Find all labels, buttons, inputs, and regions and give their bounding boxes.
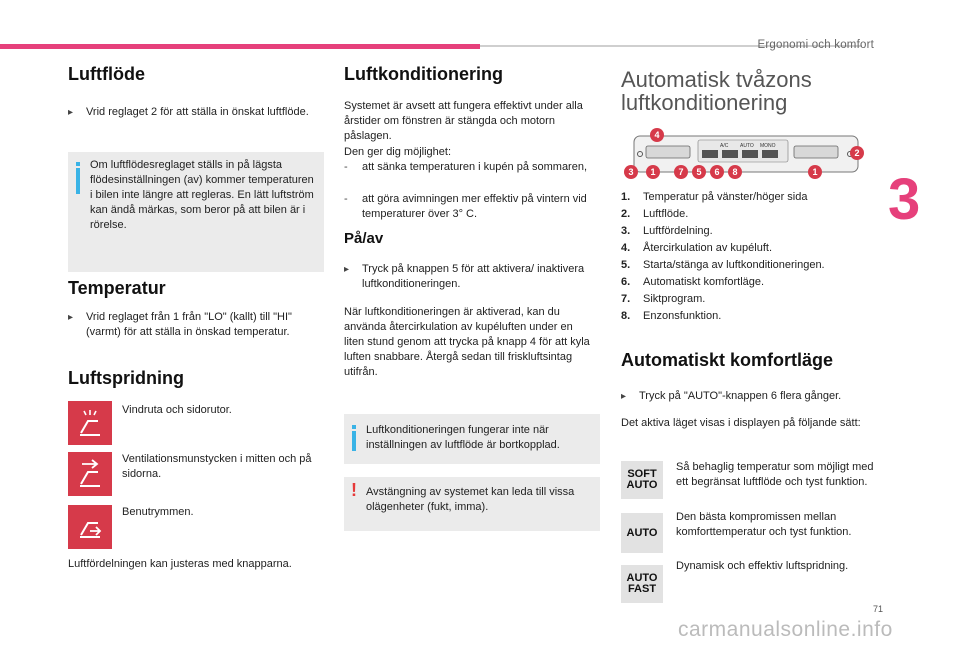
- heading-pa-av: På/av: [344, 230, 384, 247]
- callout-4: 4: [650, 128, 664, 142]
- list-item: 4. Återcirkulation av kupéluft.: [621, 242, 773, 254]
- callout-3: 3: [624, 165, 638, 179]
- list-item: 6. Automatiskt komfortläge.: [621, 276, 765, 288]
- komfort-paragraph: Det aktiva läget visas i displayen på följande sätt:: [621, 417, 861, 429]
- header-accent-bar: [0, 44, 480, 49]
- auto-badge: AUTO: [621, 513, 663, 553]
- callout-1-left: 1: [646, 165, 660, 179]
- warning-box-ac: [344, 477, 600, 531]
- distribution-footer: Luftfördelningen kan justeras med knapparna.: [68, 558, 292, 570]
- bullet-arrow-icon: ▸: [621, 391, 627, 402]
- watermark: carmanualsonline.info: [678, 618, 893, 641]
- bullet-pa-av: ▸ Tryck på knappen 5 för att aktivera/ inaktivera luftkonditioneringen.: [344, 263, 585, 290]
- panel-label-ac: A/C: [720, 143, 729, 149]
- list-item: 5. Starta/stänga av luftkonditioneringen.: [621, 259, 825, 271]
- info-icon: [352, 431, 356, 451]
- ac-intro: Systemet är avsett att fungera effektivt under alla årstider om fönstren är stängda och motorn påslagen.: [344, 100, 583, 142]
- soft-auto-badge: SOFT AUTO: [621, 461, 663, 499]
- bullet-luftflode: ▸ Vrid reglaget 2 för att ställa in önskat luftflöde.: [68, 106, 309, 118]
- bullet-arrow-icon: ▸: [68, 107, 74, 118]
- bullet-komfort: ▸ Tryck på "AUTO"-knappen 6 flera gånger.: [621, 390, 842, 402]
- callout-1-right: 1: [808, 165, 822, 179]
- list-item: 1. Temperatur på vänster/höger sida: [621, 191, 808, 203]
- control-panel-drawing: [632, 128, 860, 180]
- callout-2: 2: [850, 146, 864, 160]
- heading-automatic-dual-zone: Automatisk tvåzons luftkonditionering: [621, 67, 812, 115]
- auto-fast-badge: AUTO FAST: [621, 565, 663, 603]
- list-item: 7. Siktprogram.: [621, 293, 706, 305]
- warning-icon: !: [351, 480, 357, 500]
- callout-7: 7: [674, 165, 688, 179]
- heading-automatiskt-komfortlage: Automatiskt komfortläge: [621, 350, 834, 370]
- ac-intro-2: Den ger dig möjlighet:: [344, 146, 452, 158]
- heading-luftspridning: Luftspridning: [68, 368, 184, 388]
- heading-temperatur: Temperatur: [68, 278, 166, 298]
- list-item: 8. Enzonsfunktion.: [621, 310, 722, 322]
- info-box-luftflode: [68, 152, 324, 272]
- panel-label-mono: MONO: [760, 143, 776, 149]
- info-box-ac: [344, 414, 600, 464]
- info-icon: [76, 168, 80, 194]
- section-header: Ergonomi och komfort: [757, 39, 874, 51]
- warning-text: Avstängning av systemet kan leda till vissa olägenheter (fukt, imma).: [366, 486, 575, 513]
- climate-control-panel-illustration: [628, 128, 860, 180]
- bullet-temperatur: ▸ Vrid reglaget från 1 från "LO" (kallt) till "HI" (varmt) för att ställa in önskad temperatur.: [68, 311, 292, 338]
- info-text: Luftkonditioneringen fungerar inte när inställningen av luftflöde är bortkopplad.: [366, 424, 560, 451]
- windscreen-airflow-icon: [68, 401, 112, 445]
- bullet-arrow-icon: ▸: [68, 312, 74, 323]
- ac-dash-item-1: - att sänka temperaturen i kupén på sommaren,: [344, 161, 588, 173]
- list-item: 3. Luftfördelning.: [621, 225, 713, 237]
- heading-luftflode: Luftflöde: [68, 64, 145, 84]
- recirculation-paragraph: När luftkonditioneringen är aktiverad, kan du använda återcirkulation av kupéluften under en liten stund genom att trycka på knapp 4 för att kyla luften snabbare. Återgå sedan till friskluftsintag utifrån.: [344, 306, 590, 378]
- callout-6: 6: [710, 165, 724, 179]
- callout-5: 5: [692, 165, 706, 179]
- footwell-airflow-icon: [68, 505, 112, 549]
- page-number: 71: [873, 604, 884, 614]
- ac-dash-item-2: - att göra avimningen mer effektiv på vintern vid temperaturer över 3° C.: [344, 193, 587, 220]
- list-item: 2. Luftflöde.: [621, 208, 689, 220]
- panel-label-auto: AUTO: [740, 143, 754, 149]
- heading-luftkonditionering: Luftkonditionering: [344, 64, 503, 84]
- info-text: Om luftflödesreglaget ställs in på lägsta flödesinställningen (av) kommer temperaturen i bilen inte längre att regleras. En lätt luftström kan ändå märkas, som beror på att bilen är i rörelse.: [90, 159, 314, 231]
- bullet-arrow-icon: ▸: [344, 264, 350, 275]
- chapter-number: 3: [888, 167, 921, 232]
- face-vent-airflow-icon: [68, 452, 112, 496]
- callout-8: 8: [728, 165, 742, 179]
